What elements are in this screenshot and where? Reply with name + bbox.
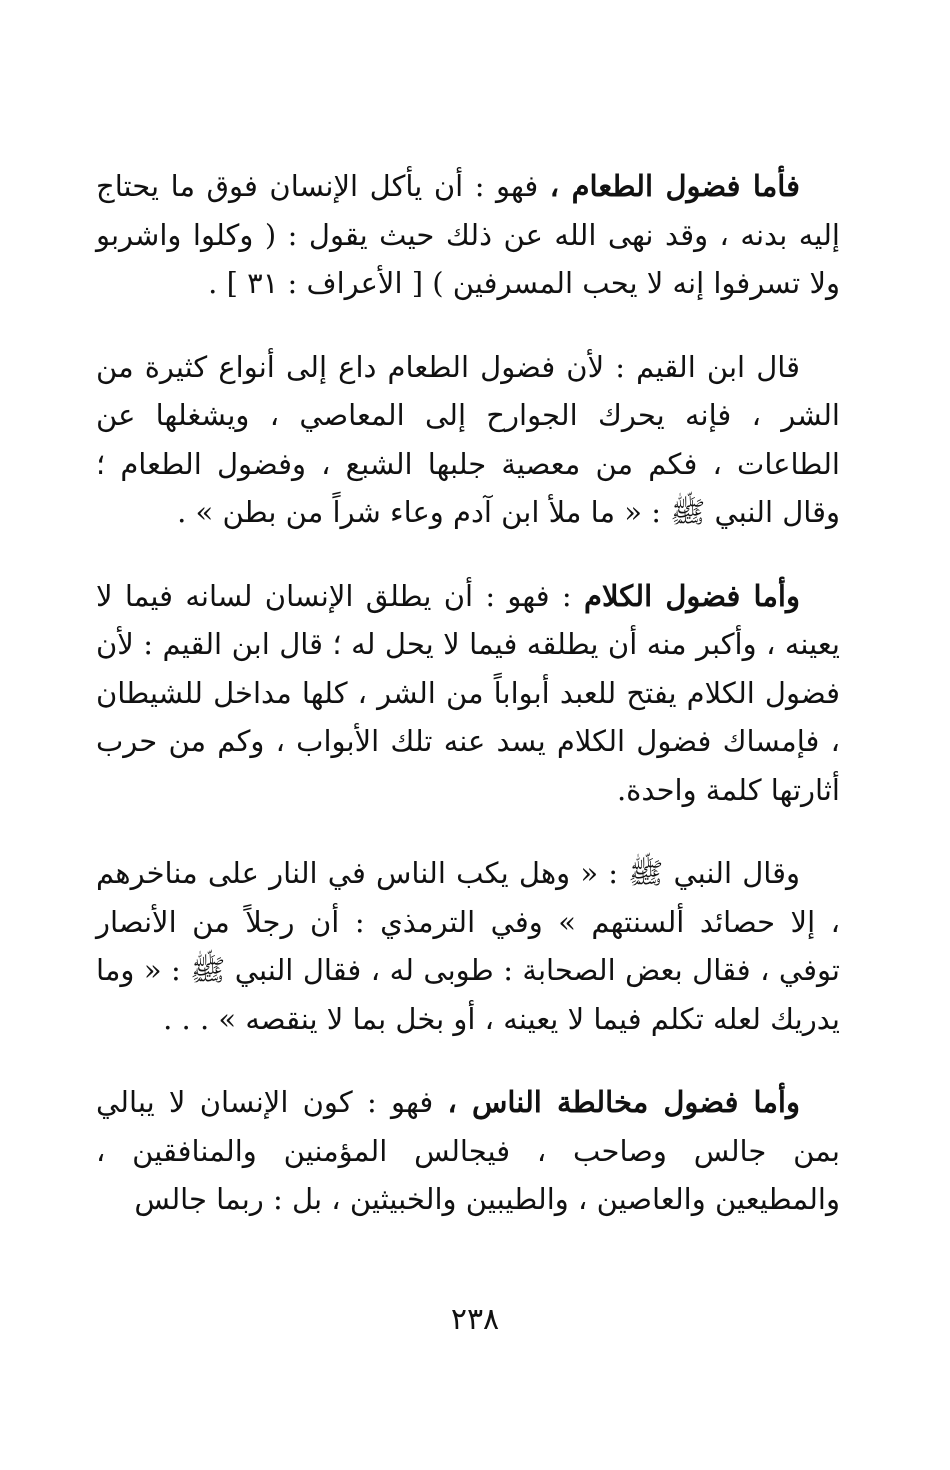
paragraph-text: وقال النبي ﷺ : « وهل يكب الناس في النار على مناخرهم ، إلا حصائد ألسنتهم » وفي الترمذي : أن رجلاً من الأنصار توفي ، فقال بعض الصحابة : طوبى له ، فقال النبي ﷺ : « وما يدريك لعله تكلم فيما لا يعينه ، أو بخل بما لا ينقصه » . . . xyxy=(96,856,840,1036)
paragraph-speech xyxy=(96,572,840,815)
paragraph-hadith-tongue xyxy=(96,849,840,1043)
paragraph-lead: وأما فضول الكلام xyxy=(583,578,800,613)
paragraph-text: فهو : أن يأكل الإنسان فوق ما يحتاج إليه بدنه ، وقد نهى الله عن ذلك حيث يقول : ( وكلوا واشربو ولا تسرفوا إنه لا يحب المسرفين ) [ الأعراف : ٣١ ] . xyxy=(96,169,840,300)
paragraph-text: : فهو : أن يطلق الإنسان لسانه فيما لا يعينه ، وأكبر منه أن يطلقه فيما لا يحل له ؛ قال ابن القيم : لأن فضول الكلام يفتح للعبد أبواباً من الشر ، كلها مداخل للشيطان ، فإمساك فضول الكلام يسد عنه تلك الأبواب ، وكم من حرب أثارتها كلمة واحدة. xyxy=(96,578,840,807)
paragraph-text: قال ابن القيم : لأن فضول الطعام داع إلى أنواع كثيرة من الشر ، فإنه يحرك الجوارح إلى المعاصي ، ويشغلها عن الطاعات ، فكم من معصية جلبها الشبع ، وفضول الطعام ؛ وقال النبي ﷺ : « ما ملأ ابن آدم وعاء شراً من بطن » . xyxy=(96,349,840,529)
page-number: ٢٣٨ xyxy=(450,1302,500,1337)
paragraph-lead: فأما فضول الطعام ، xyxy=(549,169,800,203)
paragraph-lead: وأما فضول مخالطة الناس ، xyxy=(447,1085,800,1119)
paragraph-company xyxy=(96,1078,840,1224)
page-body xyxy=(96,162,840,1224)
paragraph-ibn-qayyim-food xyxy=(96,343,840,537)
paragraph-text: فهو : كون الإنسان لا يبالي بمن جالس وصاحب ، فيجالس المؤمنين والمنافقين ، والمطيعين والعاصين ، والطيبين والخبيثين ، بل : ربما جالس xyxy=(96,1085,840,1216)
paragraph-food xyxy=(96,162,840,308)
